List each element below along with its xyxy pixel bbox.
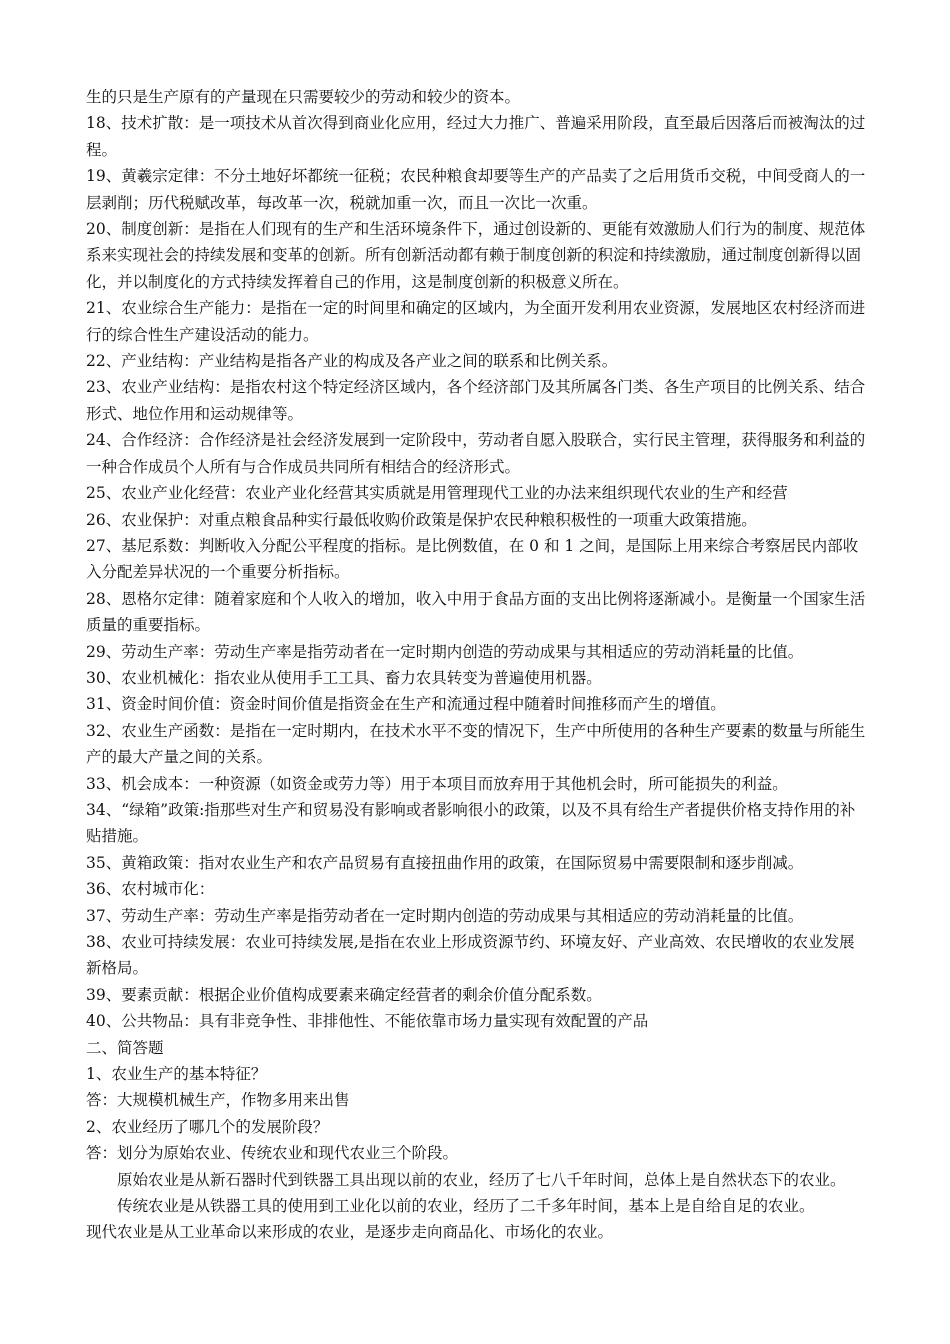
definition-33-opportunity-cost: 33、机会成本：一种资源（如资金或劳力等）用于本项目而放弃用于其他机会时，所可能损失的利益。 (86, 774, 788, 793)
definition-27-gini-coefficient: 27、基尼系数：判断收入分配公平程度的指标。是比例数值，在 0 和 1 之间，是国际上用来综合考察居民内部收入分配差异状况的一个重要分析指标。 (86, 536, 859, 582)
answer-2-traditional-agriculture: 传统农业是从铁器工具的使用到工业化以前的农业，经历了二千多年时间，基本上是自给自足的农业。 (117, 1197, 815, 1216)
section-heading-short-answer: 二、简答题 (86, 1038, 164, 1057)
definition-37-labor-productivity: 37、劳动生产率：劳动生产率是指劳动者在一定时期内创造的劳动成果与其相适应的劳动消耗量的比值。 (86, 906, 804, 925)
paragraph-continuation: 生的只是生产原有的产量现在只需要较少的劳动和较少的资本。 (86, 88, 521, 106)
definition-39-factor-contribution: 39、要素贡献：根据企业价值构成要素来确定经营者的剩余价值分配系数。 (86, 985, 602, 1004)
definition-40-public-goods: 40、公共物品：具有非竞争性、非排他性、不能依靠市场力量实现有效配置的产品 (86, 1012, 649, 1031)
answer-2: 答：划分为原始农业、传统农业和现代农业三个阶段。 (86, 1144, 459, 1163)
definition-38-sustainable-agriculture: 38、农业可持续发展：农业可持续发展,是指在农业上形成资源节约、环境友好、产业高效、农民增收的农业发展新格局。 (86, 933, 855, 978)
answer-2-modern-agriculture: 现代农业是从工业革命以来形成的农业，是逐步走向商品化、市场化的农业。 (86, 1223, 614, 1242)
definition-31-time-value-of-money: 31、资金时间价值：资金时间价值是指资金在生产和流通过程中随着时间推移而产生的增值。 (86, 695, 726, 714)
definition-22-industrial-structure: 22、产业结构：产业结构是指各产业的构成及各产业之间的联系和比例关系。 (86, 352, 618, 371)
definition-18-technology-diffusion: 18、技术扩散：是一项技术从首次得到商业化应用，经过大力推广、普遍采用阶段，直至最后因落后而被淘汰的过程。 (86, 114, 866, 159)
definition-20-institutional-innovation: 20、制度创新：是指在人们现有的生产和生活环境条件下，通过创设新的、更能有效激励人们行为的制度、规范体系来实现社会的持续发展和变革的创新。所有创新活动都有赖于制度创新的积淀和持续激励，通过制度创新得以固化，并以制度化的方式持续发挥着自己的作用，这是制度创新的积极意义所在。 (86, 220, 866, 291)
answer-2-primitive-agriculture: 原始农业是从新石器时代到铁器工具出现以前的农业，经历了七八千年时间，总体上是自然状态下的农业。 (117, 1170, 846, 1189)
definition-35-amber-box-policy: 35、黄箱政策：指对农业生产和农产品贸易有直接扭曲作用的政策，在国际贸易中需要限制和逐步削减。 (86, 853, 804, 872)
definition-25-agricultural-industrialization: 25、农业产业化经营：农业产业化经营其实质就是用管理现代工业的办法来组织现代农业的生产和经营 (86, 484, 788, 503)
question-2: 2、农业经历了哪几个的发展阶段？ (86, 1117, 329, 1136)
definition-21-agricultural-production-capacity: 21、农业综合生产能力：是指在一定的时间里和确定的区域内，为全面开发利用农业资源，发展地区农村经济而进行的综合性生产建设活动的能力。 (86, 299, 866, 344)
definition-30-agricultural-mechanization: 30、农业机械化：指农业从使用手工工具、畜力农具转变为普遍使用机器。 (86, 668, 602, 687)
definition-29-labor-productivity: 29、劳动生产率：劳动生产率是指劳动者在一定时期内创造的劳动成果与其相适应的劳动消耗量的比值。 (86, 642, 804, 661)
question-1: 1、农业生产的基本特征？ (86, 1065, 267, 1084)
definition-19-huang-zongxi-law: 19、黄羲宗定律：不分土地好坏都统一征税；农民种粮食却要等生产的产品卖了之后用货币交税，中间受商人的一层剥削；历代税赋改革，每改革一次，税就加重一次，而且一次比一次重。 (86, 167, 866, 212)
definition-28-engels-law: 28、恩格尔定律：随着家庭和个人收入的增加，收入中用于食品方面的支出比例将逐渐减小。是衡量一个国家生活质量的重要指标。 (86, 589, 866, 635)
definition-24-cooperative-economy: 24、合作经济：合作经济是社会经济发展到一定阶段中，劳动者自愿入股联合，实行民主管理，获得服务和利益的一种合作成员个人所有与合作成员共同所有相结合的经济形式。 (86, 431, 866, 476)
definition-34-green-box-policy: 34、“绿箱”政策:指那些对生产和贸易没有影响或者影响很小的政策，以及不具有给生产者提供价格支持作用的补贴措施。 (86, 800, 856, 846)
answer-1: 答：大规模机械生产，作物多用来出售 (86, 1091, 350, 1110)
definition-32-agricultural-production-function: 32、农业生产函数：是指在一定时期内，在技术水平不变的情况下，生产中所使用的各种生产要素的数量与所能生产的最大产量之间的关系。 (86, 721, 866, 767)
definition-36-rural-urbanization: 36、农村城市化： (86, 880, 215, 899)
definition-26-agricultural-protection: 26、农业保护：对重点粮食品种实行最低收购价政策是保护农民种粮积极性的一项重大政策措施。 (86, 510, 757, 529)
definition-23-agricultural-industrial-structure: 23、农业产业结构：是指农村这个特定经济区域内，各个经济部门及其所属各门类、各生产项目的比例关系、结合形式、地位作用和运动规律等。 (86, 378, 866, 423)
